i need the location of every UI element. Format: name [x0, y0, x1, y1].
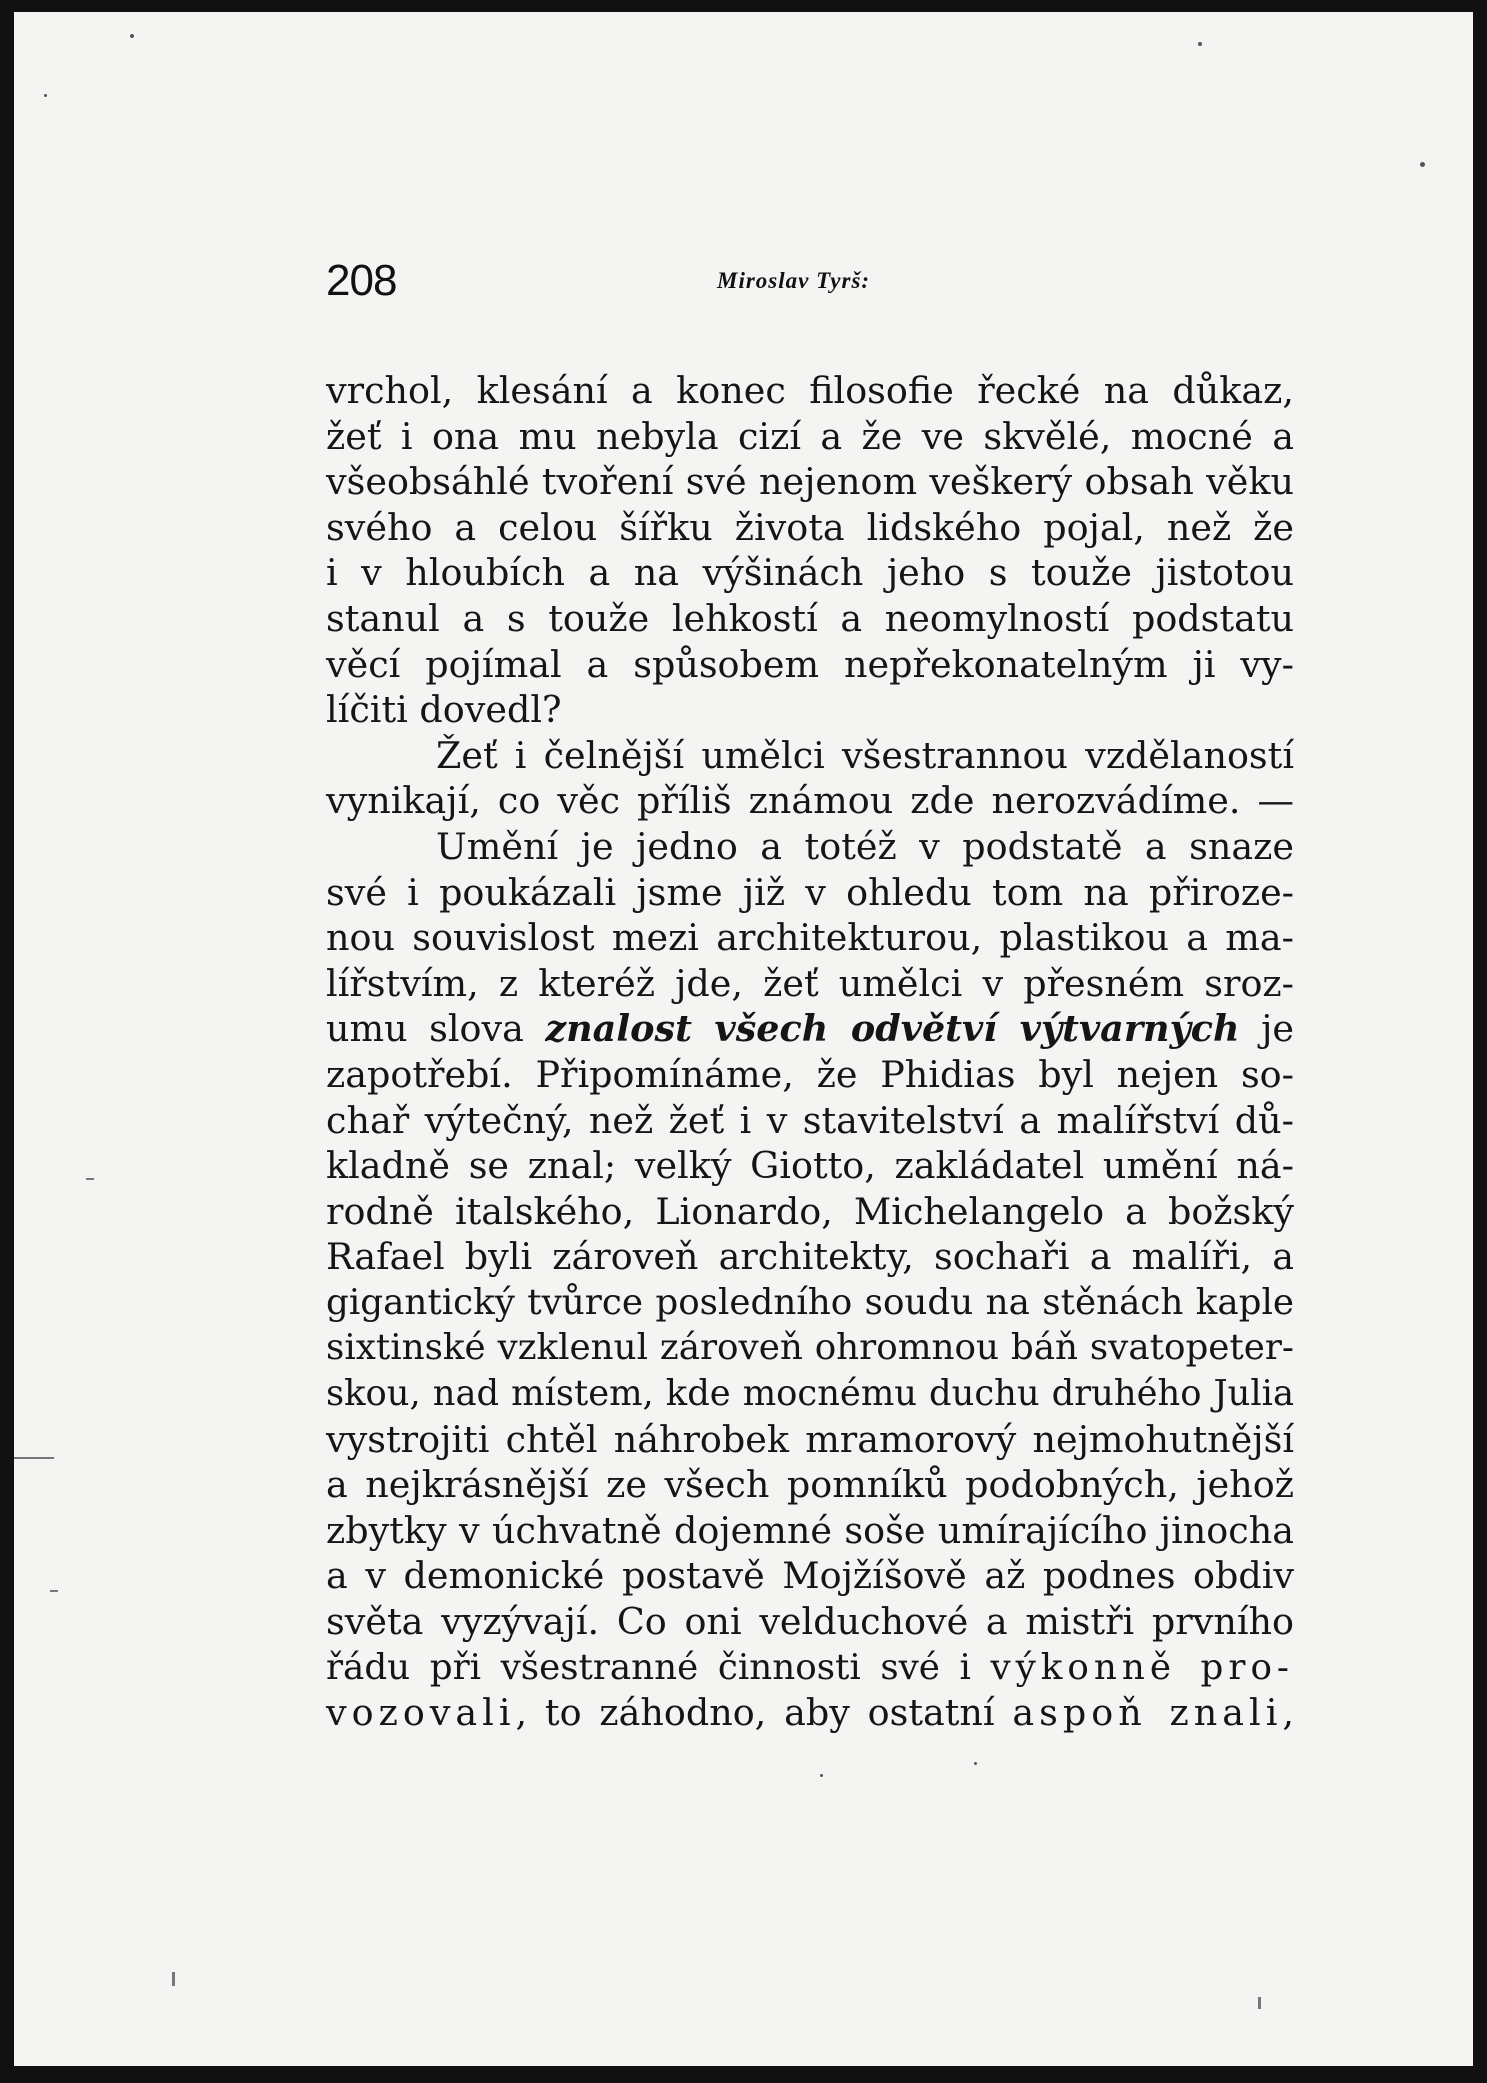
- text-segment: je: [1261, 1007, 1294, 1051]
- text-line: vrchol, klesání a konec filosofie řecké na důkaz,: [326, 369, 1294, 412]
- scan-mark: [172, 1972, 175, 1986]
- text-segment: umu slova: [326, 1007, 524, 1051]
- emphasized-phrase: znalost všech odvětví výtvarných: [545, 1007, 1240, 1051]
- text-segment: ,: [1282, 1691, 1294, 1735]
- text-line: chař výtečný, než žeť i v stavitelství a malířství dů-: [326, 1098, 1294, 1142]
- text-line: zbytky v úchvatně dojemné soše umírajícího jinocha: [326, 1508, 1294, 1552]
- text-line: nou souvislost mezi architekturou, plastikou a ma-: [326, 916, 1294, 960]
- text-line: Žeť i čelnější umělci všestrannou vzdělaností: [436, 733, 1294, 777]
- scan-mark: [50, 1590, 58, 1592]
- scan-mark: [1258, 1997, 1261, 2009]
- scan-mark: [86, 1178, 94, 1180]
- text-line: sixtinské vzklenul zároveň ohromnou báň svatopeter-: [326, 1327, 1294, 1369]
- spaced-phrase: aspoň znali: [1012, 1691, 1283, 1735]
- scan-speck: [1198, 42, 1202, 46]
- text-line: vystrojiti chtěl náhrobek mramorový nejmohutnější: [326, 1417, 1294, 1461]
- text-line: rodně italského, Lionardo, Michelangelo a božský: [326, 1189, 1294, 1233]
- spaced-phrase: vozovali: [326, 1691, 516, 1735]
- text-line: žeť i ona mu nebyla cizí a že ve skvělé, mocné a: [326, 414, 1294, 458]
- scan-speck: [1420, 162, 1425, 167]
- text-line: zapotřebí. Připomínáme, že Phidias byl nejen so-: [326, 1052, 1294, 1096]
- text-line: [326, 1006, 1294, 1052]
- text-line: [326, 1645, 1294, 1691]
- text-line: své i poukázali jsme již v ohledu tom na přiroze-: [326, 870, 1294, 914]
- text-line: světa vyzývají. Co oni velduchové a mistři prvního: [326, 1600, 1294, 1644]
- text-line: [326, 1690, 1294, 1736]
- text-line: a v demonické postavě Mojžíšově až podnes obdiv: [326, 1554, 1294, 1598]
- text-line: vynikají, co věc příliš známou zde nerozvádíme. —: [326, 779, 1294, 823]
- text-line: a nejkrásnější ze všech pomníků podobných, jehož: [326, 1463, 1294, 1507]
- scan-speck: [44, 94, 47, 97]
- text-line: Rafael byli zároveň architekty, sochaři a malíři, a: [326, 1235, 1294, 1279]
- scan-speck: [130, 34, 134, 38]
- page-header: [326, 242, 1286, 312]
- text-line: gigantický tvůrce posledního soudu na stěnách kaple: [326, 1281, 1294, 1323]
- text-line: lířstvím, z kteréž jde, žeť umělci v přesném sroz-: [326, 961, 1294, 1005]
- text-line: stanul a s touže lehkostí a neomylností podstatu: [326, 596, 1294, 640]
- text-line: i v hloubích a na výšinách jeho s touže jistotou: [326, 551, 1294, 595]
- text-segment: , to záhodno, aby ostatní: [515, 1691, 995, 1735]
- text-line: všeobsáhlé tvoření své nejenom veškerý obsah věku: [326, 460, 1294, 504]
- text-line: svého a celou šířku života lidského pojal, než že: [326, 505, 1294, 549]
- text-line: líčiti dovedl?: [326, 688, 562, 732]
- text-line: kladně se znal; velký Giotto, zakládatel umění ná-: [326, 1144, 1294, 1188]
- text-line: Umění je jedno a totéž v podstatě a snaze: [436, 824, 1294, 868]
- running-head: Miroslav Tyrš:: [717, 268, 871, 293]
- book-page: [14, 12, 1473, 2066]
- scan-speck: [820, 1774, 823, 1777]
- text-line: skou, nad místem, kde mocnému duchu druhého Julia: [326, 1373, 1294, 1415]
- scan-mark: [14, 1457, 54, 1459]
- page-number: 208: [326, 256, 397, 305]
- body-text: [326, 368, 1294, 1736]
- scan-speck: [974, 1762, 977, 1765]
- text-segment: řádu při všestranné činnosti své i: [326, 1646, 971, 1688]
- text-line: věcí pojímal a spůsobem nepřekonatelným ji vy-: [326, 642, 1294, 686]
- spaced-phrase: výkonně pro-: [990, 1646, 1294, 1688]
